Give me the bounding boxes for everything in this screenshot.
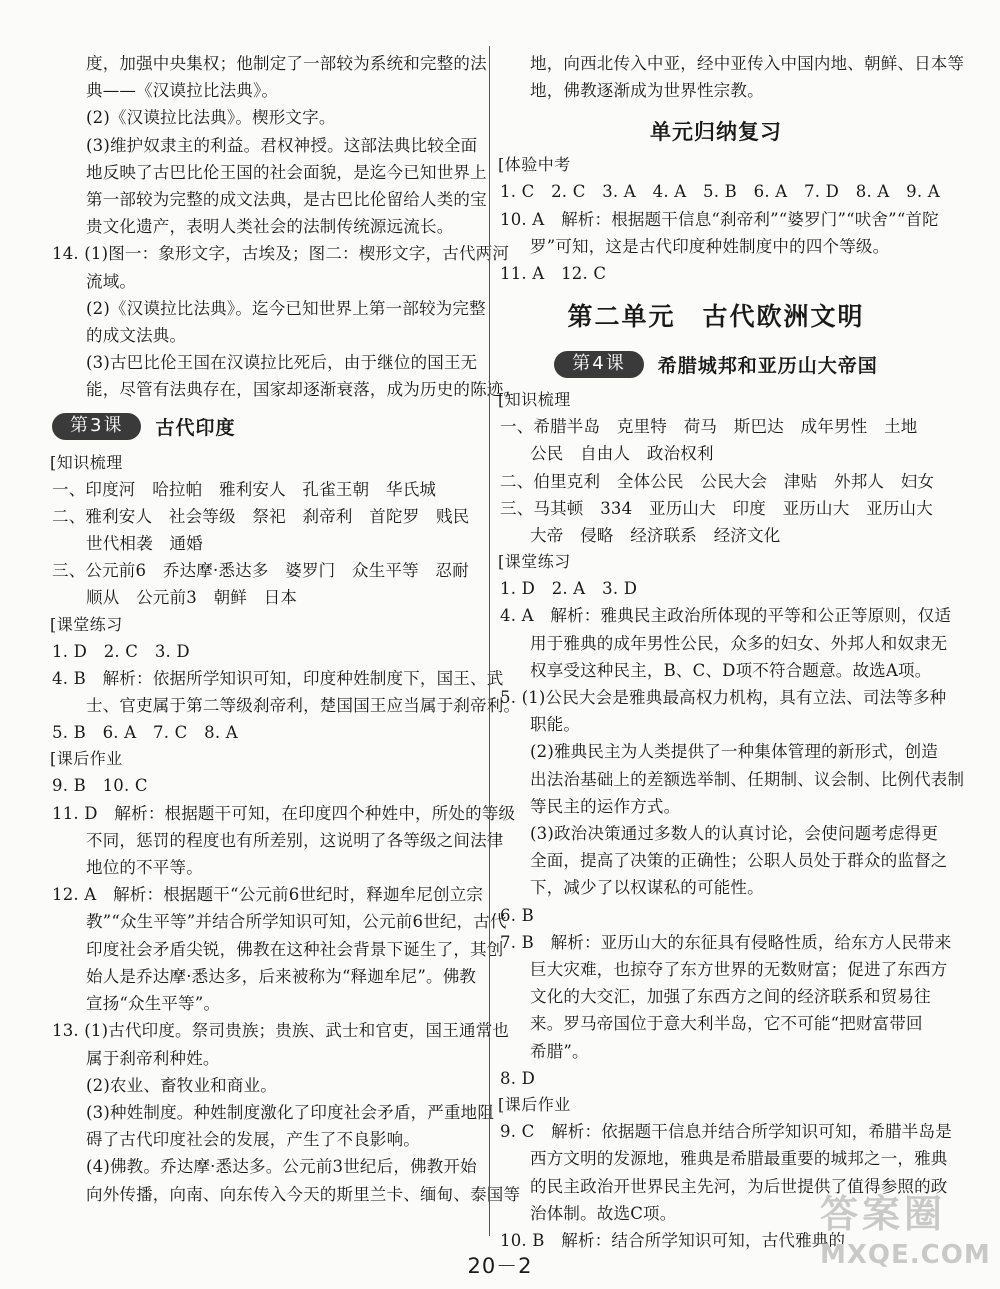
page-number: 20－2 <box>467 1254 533 1278</box>
lesson-title: 古代印度 <box>155 417 236 440</box>
text-line: 10. B 解析：结合所学知识可知，古代雅典的 <box>500 1230 846 1250</box>
text-line: 9. C 解析：依据题干信息并结合所学知识可知，希腊半岛是 <box>500 1122 952 1142</box>
text-line: (3)政治决策通过多数人的认真讨论，会使问题考虑得更 <box>530 824 939 844</box>
text-line: 公民 自由人 政治权利 <box>530 444 714 464</box>
text-line: 8. D <box>500 1068 536 1088</box>
section-label: [课后作业 <box>50 749 123 769</box>
text-line: 始人是乔达摩·悉达多，后来被称为“释迦牟尼”。佛教 <box>86 966 477 986</box>
text-line: 不同，惩罚的程度也有所差别，这说明了各等级之间法律 <box>86 830 504 850</box>
text-line: 向外传播，向南、向东传入今天的斯里兰卡、缅甸、泰国等 <box>86 1184 521 1204</box>
text-line: 9. B 10. C <box>52 776 148 796</box>
text-line: (3)古巴比伦王国在汉谟拉比死后，由于继位的国王无 <box>86 353 478 373</box>
lesson-title: 希腊城邦和亚历山大帝国 <box>657 354 878 377</box>
text-line: 罗”可知，这是古代印度种姓制度中的四个等级。 <box>530 236 890 256</box>
text-line: 希腊”。 <box>530 1041 589 1061</box>
text-line: 全面，提高了决策的正确性；公职人员处于群众的监督之 <box>530 851 948 871</box>
lesson-badge: 第4课 <box>554 351 643 378</box>
text-line: 士、官吏属于第二等级刹帝利，楚国国王应当属于刹帝利。 <box>86 696 521 716</box>
watermark-top: 答案圈 <box>820 1192 947 1236</box>
text-line: 7. B 解析：亚历山大的东征具有侵略性质，给东方人民带来 <box>500 932 952 952</box>
right-column <box>498 50 965 1254</box>
text-line: 碍了古代印度社会的发展，产生了不良影响。 <box>86 1130 420 1150</box>
lesson-heading <box>52 410 482 444</box>
text-line: 5. B 6. A 7. C 8. A <box>52 723 238 743</box>
text-line: (3)维护奴隶主的利益。君权神授。这部法典比较全面 <box>86 135 478 155</box>
text-line: (2)《汉谟拉比法典》。迄今已知世界上第一部较为完整 <box>86 298 486 318</box>
text-line: 1. D 2. A 3. D <box>500 579 638 599</box>
text-line: 贵文化遗产，表明人类社会的法制传统源远流长。 <box>86 217 454 237</box>
text-line: 世代相袭 通婚 <box>86 534 203 554</box>
text-line: 文化的大交汇，加强了东西方之间的经济联系和贸易往 <box>530 987 931 1007</box>
text-line: 巨大灾难，也掠夺了东方世界的无数财富；促进了东西方 <box>530 960 948 980</box>
text-line: 12. A 解析：根据题干“公元前6世纪时，释迦牟尼创立宗 <box>52 885 484 905</box>
section-label: [知识梳理 <box>50 452 123 472</box>
text-line: 5. (1)公民大会是雅典最高权力机构，具有立法、司法等多种 <box>500 688 947 708</box>
text-line: 印度社会矛盾尖锐，佛教在这种社会背景下诞生了，其创 <box>86 939 504 959</box>
text-line: 来。罗马帝国位于意大利半岛，它不可能“把财富带回 <box>530 1014 923 1034</box>
text-line: 三、公元前6 乔达摩·悉达多 婆罗门 众生平等 忍耐 <box>52 561 469 581</box>
text-line: 度，加强中央集权；他制定了一部较为系统和完整的法 <box>86 54 487 73</box>
text-line: 1. C 2. C 3. A 4. A 5. B 6. A 7. D 8. A 9. A <box>500 182 940 202</box>
watermark-bottom: MXQE.COM <box>820 1240 991 1270</box>
text-line: 典——《汉谟拉比法典》。 <box>86 81 279 101</box>
text-line: 治体制。故选C项。 <box>530 1203 677 1223</box>
text-line: 地位的不平等。 <box>86 858 203 878</box>
lesson-badge: 第3课 <box>52 413 141 440</box>
text-line: 能，尽管有法典存在，国家却逐渐衰落，成为历史的陈迹。 <box>86 380 521 400</box>
text-line: 1. D 2. C 3. D <box>52 641 190 661</box>
text-line: 10. A 解析：根据题干信息“刹帝利”“婆罗门”“吠舍”“首陀 <box>500 209 939 229</box>
section-label: [课堂练习 <box>498 552 571 572</box>
unit-title: 第二单元 古代欧洲文明 <box>567 302 865 332</box>
text-line: 11. D 解析：根据题干可知，在印度四个种姓中，所处的等级 <box>52 803 516 823</box>
text-line: 地，向西北传入中亚，经中亚传入中国内地、朝鲜、日本等 <box>530 54 965 73</box>
text-line: 4. B 解析：依据所学知识可知，印度种姓制度下，国王、武 <box>52 668 504 688</box>
text-line: 地，佛教逐渐成为世界性宗教。 <box>530 81 764 101</box>
text-line: 的成文法典。 <box>86 326 187 346</box>
text-line: 二、伯里克利 全体公民 公民大会 津贴 外邦人 妇女 <box>500 471 935 491</box>
text-line: 地反映了古巴比伦王国的社会面貌，是迄今已知世界上 <box>86 162 487 182</box>
text-line: 4. A 解析：雅典民主政治所体现的平等和公正等原则，仅适 <box>500 606 952 626</box>
text-line: 出法治基础上的差额选举制、任期制、议会制、比例代表制 <box>530 769 965 789</box>
text-line: 教”“众生平等”并结合所学知识可知，公元前6世纪，古代 <box>86 912 507 932</box>
column-divider <box>489 46 490 1236</box>
text-line: 宣扬“众生平等”。 <box>86 994 221 1014</box>
text-line: (2)《汉谟拉比法典》。楔形文字。 <box>86 108 336 128</box>
text-line: 二、雅利安人 社会等级 祭祀 刹帝利 首陀罗 贱民 <box>52 506 470 526</box>
text-line: 一、印度河 哈拉帕 雅利安人 孔雀王朝 华氏城 <box>52 479 437 499</box>
text-line: 西方文明的发源地，雅典是希腊最重要的城邦之一，雅典 <box>530 1149 948 1169</box>
text-line: (2)雅典民主为人类提供了一种集体管理的新形式，创造 <box>530 742 939 762</box>
text-line: 6. B <box>500 905 534 925</box>
text-line: 等民主的运作方式。 <box>530 796 681 816</box>
text-line: 三、马其顿 334 亚历山大 印度 亚历山大 亚历山大 <box>500 498 933 518</box>
text-line: (3)种姓制度。种姓制度激化了印度社会矛盾，严重地阻 <box>86 1102 495 1122</box>
text-line: 的民主政治开世界民主先河，为后世提供了值得参照的政 <box>530 1176 948 1196</box>
text-line: 11. A 12. C <box>500 264 607 284</box>
text-line: 权享受这种民主，B、C、D项不符合题意。故选A项。 <box>530 660 932 680</box>
lesson-heading <box>500 347 932 381</box>
text-line: 大帝 侵略 经济联系 经济文化 <box>530 526 781 546</box>
section-label: [体验中考 <box>498 155 571 175</box>
text-line: 用于雅典的成年男性公民，众多的妇女、外邦人和奴隶无 <box>530 633 948 653</box>
watermark-logo <box>820 1190 990 1282</box>
unit-review-heading: 单元归纳复习 <box>650 120 782 145</box>
text-line: 流域。 <box>86 271 137 291</box>
text-line: 14. (1)图一：象形文字，古埃及；图二：楔形文字，古代两河 <box>52 244 510 264</box>
section-label: [知识梳理 <box>498 390 571 410</box>
section-label: [课后作业 <box>498 1095 571 1115</box>
text-line: 职能。 <box>530 715 581 735</box>
text-line: 顺从 公元前3 朝鲜 日本 <box>86 588 298 608</box>
text-line: 一、希腊半岛 克里特 荷马 斯巴达 成年男性 土地 <box>500 417 918 437</box>
text-line: 下，减少了以权谋私的可能性。 <box>530 878 764 898</box>
text-line: (2)农业、畜牧业和商业。 <box>86 1075 277 1095</box>
section-label: [课堂练习 <box>50 614 123 634</box>
text-line: 13. (1)古代印度。祭司贵族；贵族、武士和官吏，国王通常也 <box>52 1021 510 1041</box>
text-line: 属于刹帝利种姓。 <box>86 1048 220 1068</box>
text-line: (4)佛教。乔达摩·悉达多。公元前3世纪后，佛教开始 <box>86 1157 477 1177</box>
text-line: 第一部较为完整的成文法典，是古巴比伦留给人类的宝 <box>86 190 487 210</box>
